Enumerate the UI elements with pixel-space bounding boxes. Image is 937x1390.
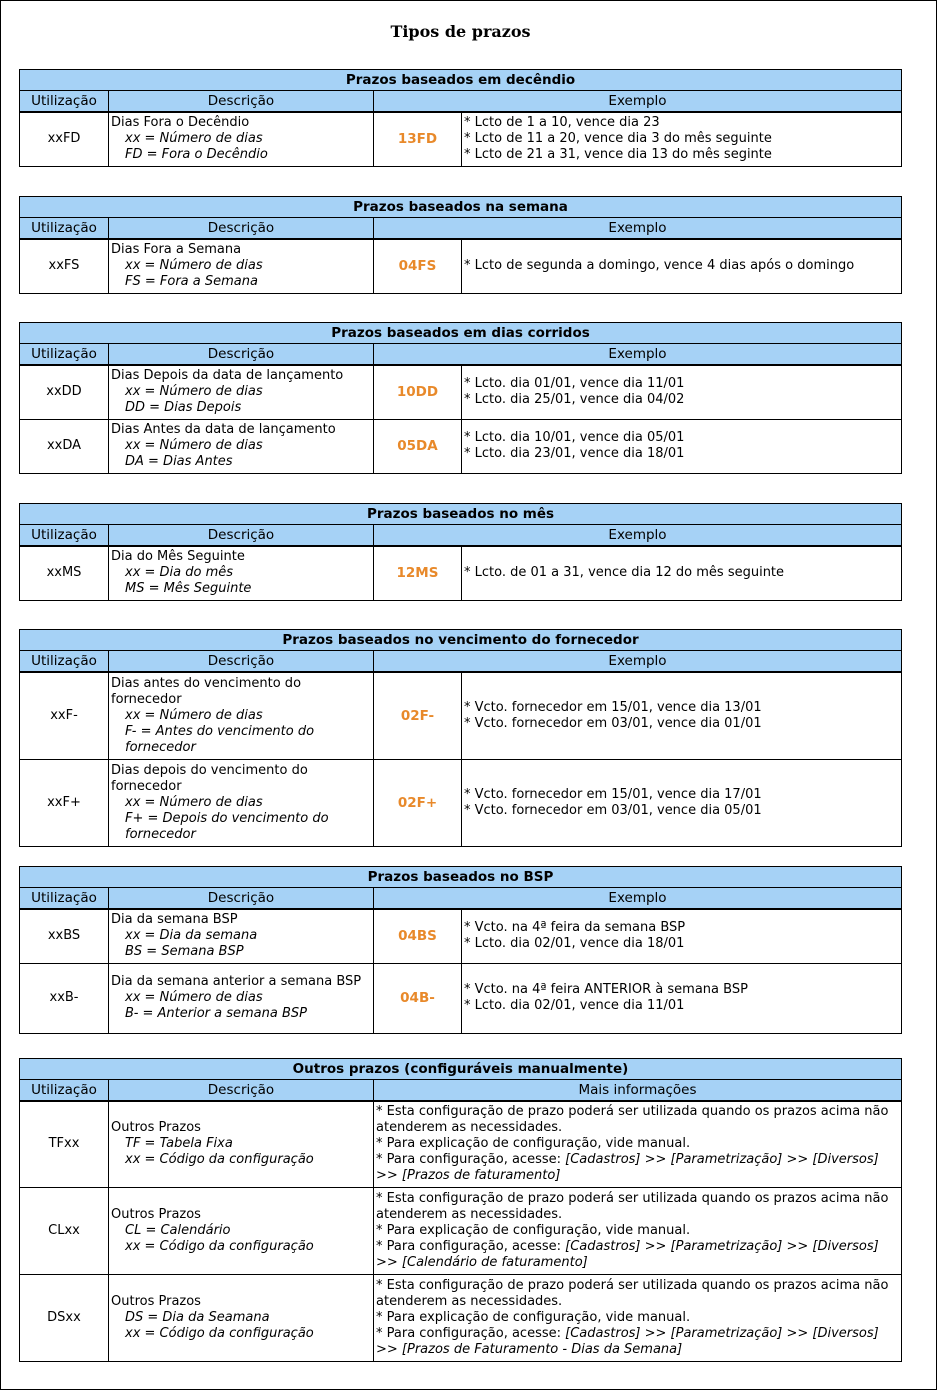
example-cell (462, 546, 902, 600)
desc-cell (109, 963, 374, 1033)
info-cell (374, 1274, 902, 1361)
section-title: Outros prazos (configuráveis manualmente) (20, 1059, 902, 1080)
section-title: Prazos baseados na semana (20, 197, 902, 218)
example-line: * Lcto. dia 01/01, vence dia 11/01 (464, 376, 685, 392)
desc-sub: DA = Dias Antes (125, 454, 233, 469)
info-line: * Esta configuração de prazo poderá ser utilizada quando os prazos acima não atenderem as necessidades. (376, 1190, 889, 1222)
example-line: * Vcto. fornecedor em 15/01, vence dia 17/01 (464, 786, 762, 802)
info-line (376, 1152, 899, 1184)
table-row (20, 672, 902, 759)
table-row (20, 1101, 902, 1187)
example-line: * Lcto de 1 a 10, vence dia 23 (464, 115, 660, 131)
table-row (20, 239, 902, 293)
col-example-header: Exemplo (374, 651, 902, 673)
desc-sub: xx = Número de dias (125, 131, 263, 147)
section-outros (19, 1058, 902, 1362)
desc-cell (109, 1274, 374, 1361)
util-cell: xxF- (20, 672, 109, 759)
desc-cell (109, 546, 374, 600)
col-desc-header: Descrição (109, 651, 374, 673)
desc-sub: DS = Dia da Seamana (125, 1309, 270, 1325)
desc-main: Dia da semana anterior a semana BSP (111, 974, 362, 989)
desc-sub: MS = Mês Seguinte (125, 581, 252, 597)
table-row (20, 963, 902, 1033)
example-line: * Lcto. dia 02/01, vence dia 11/01 (464, 998, 685, 1013)
code-cell: 13FD (374, 112, 462, 166)
example-line: * Vcto. fornecedor em 15/01, vence dia 13/01 (464, 699, 762, 715)
code-cell: 04B- (374, 963, 462, 1033)
section-title: Prazos baseados no vencimento do fornecedor (20, 630, 902, 651)
code-cell: 10DD (374, 365, 462, 419)
code-cell: 04FS (374, 239, 462, 293)
col-desc-header: Descrição (109, 1080, 374, 1102)
desc-main: Dias Fora a Semana (111, 242, 242, 258)
desc-cell (109, 759, 374, 846)
info-line (376, 1326, 899, 1358)
desc-sub: xx = Número de dias (125, 707, 263, 723)
example-cell (462, 419, 902, 473)
section-title: Prazos baseados no BSP (20, 867, 902, 888)
util-cell: DSxx (20, 1274, 109, 1361)
section-mes (19, 503, 902, 601)
info-line: * Para explicação de configuração, vide manual. (376, 1136, 691, 1152)
example-cell (462, 963, 902, 1033)
desc-cell (109, 1101, 374, 1187)
col-util-header: Utilização (20, 218, 109, 240)
info-cell (374, 1187, 902, 1274)
util-cell: xxDD (20, 365, 109, 419)
col-desc-header: Descrição (109, 344, 374, 366)
code-cell: 02F- (374, 672, 462, 759)
example-cell (462, 112, 902, 166)
example-line: * Lcto. dia 02/01, vence dia 18/01 (464, 936, 685, 952)
table-row (20, 909, 902, 963)
section-title: Prazos baseados no mês (20, 504, 902, 525)
example-line: * Lcto. dia 10/01, vence dia 05/01 (464, 430, 685, 445)
example-line: * Lcto. dia 25/01, vence dia 04/02 (464, 392, 685, 408)
section-dias-corridos (19, 322, 902, 474)
desc-main: Dias Depois da data de lançamento (111, 368, 344, 384)
code-cell: 12MS (374, 546, 462, 600)
util-cell: xxFD (20, 112, 109, 166)
menu-path: [Cadastros] >> [Parametrização] >> [Diversos] >> [Prazos de faturamento] (376, 1152, 879, 1184)
desc-main: Dias antes do vencimento do fornecedor (111, 675, 302, 707)
desc-cell (109, 672, 374, 759)
desc-sub: CL = Calendário (125, 1222, 231, 1238)
col-more-header: Mais informações (374, 1080, 902, 1102)
example-cell (462, 759, 902, 846)
desc-sub: xx = Número de dias (125, 438, 263, 453)
info-line: * Para explicação de configuração, vide manual. (376, 1222, 691, 1238)
page-title: Tipos de prazos (390, 22, 531, 41)
desc-main: Outros Prazos (111, 1120, 201, 1136)
example-line: * Lcto. dia 23/01, vence dia 18/01 (464, 446, 685, 461)
section-decendio (19, 69, 902, 167)
section-semana (19, 196, 902, 294)
col-example-header: Exemplo (374, 344, 902, 366)
menu-path: [Cadastros] >> [Parametrização] >> [Diversos] >> [Calendário de faturamento] (376, 1238, 879, 1270)
col-example-header: Exemplo (374, 525, 902, 547)
desc-sub: F+ = Depois do vencimento do fornecedor (125, 810, 329, 842)
example-cell (462, 239, 902, 293)
desc-cell (109, 419, 374, 473)
col-util-header: Utilização (20, 525, 109, 547)
desc-sub: xx = Número de dias (125, 990, 263, 1005)
util-cell: xxFS (20, 239, 109, 293)
desc-sub: FD = Fora o Decêndio (125, 147, 268, 163)
example-line: * Vcto. fornecedor em 03/01, vence dia 01/01 (464, 715, 762, 731)
desc-cell (109, 909, 374, 963)
info-prefix: * Para configuração, acesse: (376, 1325, 561, 1341)
col-example-header: Exemplo (374, 218, 902, 240)
desc-sub: TF = Tabela Fixa (125, 1136, 233, 1152)
example-line: * Lcto de 11 a 20, vence dia 3 do mês seguinte (464, 131, 772, 147)
util-cell: xxMS (20, 546, 109, 600)
col-example-header: Exemplo (374, 91, 902, 113)
col-util-header: Utilização (20, 888, 109, 910)
desc-main: Dia da semana BSP (111, 912, 238, 928)
info-line: * Esta configuração de prazo poderá ser utilizada quando os prazos acima não atenderem as necessidades. (376, 1277, 889, 1309)
example-line: * Vcto. na 4ª feira da semana BSP (464, 920, 686, 936)
desc-sub: xx = Número de dias (125, 794, 263, 810)
col-desc-header: Descrição (109, 525, 374, 547)
table-row (20, 365, 902, 419)
info-line: * Para explicação de configuração, vide manual. (376, 1309, 691, 1325)
example-line: * Lcto de segunda a domingo, vence 4 dias após o domingo (464, 258, 855, 274)
col-desc-header: Descrição (109, 888, 374, 910)
desc-cell (109, 1187, 374, 1274)
example-cell (462, 672, 902, 759)
col-util-header: Utilização (20, 344, 109, 366)
section-title: Prazos baseados em decêndio (20, 70, 902, 91)
util-cell: CLxx (20, 1187, 109, 1274)
desc-sub: F- = Antes do vencimento do fornecedor (125, 723, 315, 755)
table-row (20, 759, 902, 846)
example-line: * Lcto. de 01 a 31, vence dia 12 do mês seguinte (464, 565, 785, 581)
example-line: * Lcto de 21 a 31, vence dia 13 do mês seginte (464, 147, 772, 163)
example-cell (462, 909, 902, 963)
util-cell: xxF+ (20, 759, 109, 846)
code-cell: 02F+ (374, 759, 462, 846)
col-util-header: Utilização (20, 651, 109, 673)
example-line: * Vcto. na 4ª feira ANTERIOR à semana BSP (464, 982, 748, 997)
section-bsp (19, 866, 902, 1034)
desc-main: Dias depois do vencimento do fornecedor (111, 762, 308, 794)
desc-cell (109, 112, 374, 166)
desc-sub: DD = Dias Depois (125, 400, 242, 416)
desc-sub: xx = Código da configuração (125, 1152, 314, 1168)
util-cell: xxDA (20, 419, 109, 473)
util-cell: xxB- (20, 963, 109, 1033)
example-cell (462, 365, 902, 419)
desc-sub: xx = Código da configuração (125, 1238, 314, 1254)
desc-cell (109, 239, 374, 293)
section-fornecedor (19, 629, 902, 847)
desc-sub: BS = Semana BSP (125, 944, 244, 960)
menu-path: [Cadastros] >> [Parametrização] >> [Diversos] >> [Prazos de Faturamento - Dias da Semana] (376, 1325, 879, 1357)
code-cell: 04BS (374, 909, 462, 963)
code-cell: 05DA (374, 419, 462, 473)
example-line: * Vcto. fornecedor em 03/01, vence dia 05/01 (464, 802, 762, 818)
desc-main: Outros Prazos (111, 1206, 201, 1222)
col-util-header: Utilização (20, 1080, 109, 1102)
col-desc-header: Descrição (109, 218, 374, 240)
desc-sub: xx = Número de dias (125, 384, 263, 400)
col-desc-header: Descrição (109, 91, 374, 113)
desc-sub: xx = Dia da semana (125, 928, 258, 944)
info-line: * Esta configuração de prazo poderá ser utilizada quando os prazos acima não atenderem as necessidades. (376, 1104, 889, 1136)
util-cell: xxBS (20, 909, 109, 963)
desc-cell (109, 365, 374, 419)
info-cell (374, 1101, 902, 1187)
desc-main: Dias Fora o Decêndio (111, 115, 250, 131)
table-row (20, 419, 902, 473)
table-row (20, 1274, 902, 1361)
info-line (376, 1239, 899, 1271)
desc-sub: xx = Dia do mês (125, 565, 234, 581)
table-row (20, 1187, 902, 1274)
col-util-header: Utilização (20, 91, 109, 113)
section-title: Prazos baseados em dias corridos (20, 323, 902, 344)
table-row (20, 112, 902, 166)
info-prefix: * Para configuração, acesse: (376, 1238, 561, 1254)
desc-main: Outros Prazos (111, 1293, 201, 1309)
desc-main: Dias Antes da data de lançamento (111, 422, 336, 437)
table-row (20, 546, 902, 600)
desc-sub: FS = Fora a Semana (125, 274, 258, 290)
desc-main: Dia do Mês Seguinte (111, 549, 245, 565)
desc-sub: B- = Anterior a semana BSP (125, 1006, 307, 1021)
desc-sub: xx = Número de dias (125, 258, 263, 274)
desc-sub: xx = Código da configuração (125, 1325, 314, 1341)
col-example-header: Exemplo (374, 888, 902, 910)
util-cell: TFxx (20, 1101, 109, 1187)
info-prefix: * Para configuração, acesse: (376, 1152, 561, 1168)
